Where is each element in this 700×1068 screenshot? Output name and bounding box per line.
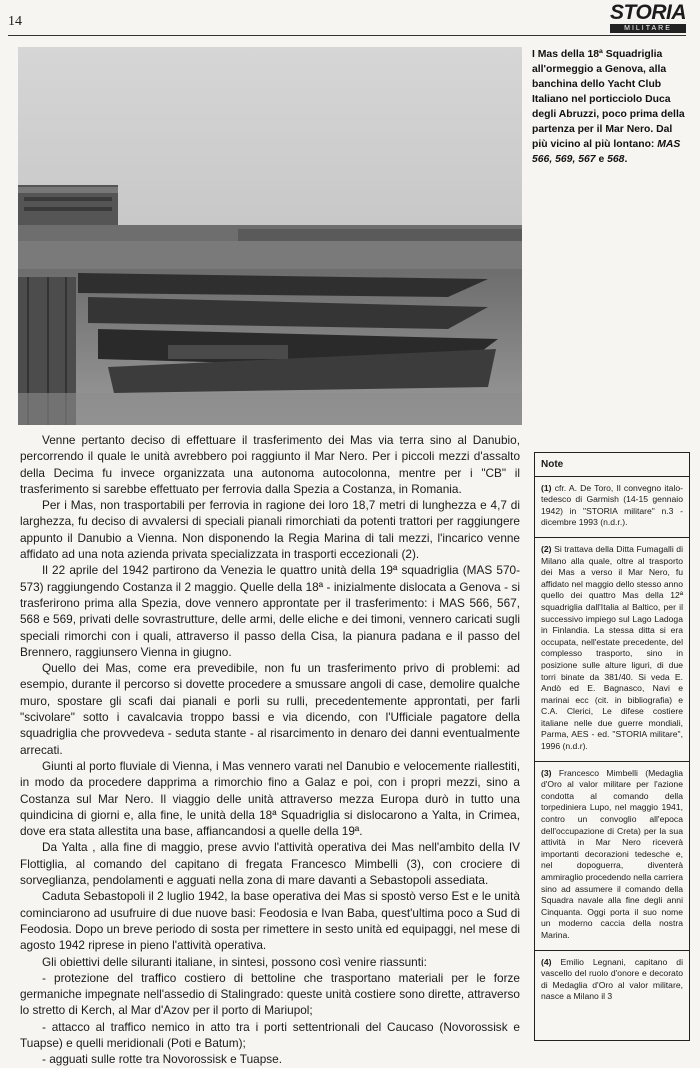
note-4-text: Emilio Legnani, capitano di vascello del ruolo d'onore e decorato di Medaglia d'Oro al valor militare, nasce a Milano il 3 bbox=[541, 956, 683, 1002]
photo-caption bbox=[532, 47, 690, 167]
list-item-2: - attacco al traffico nemico in atto tra i porti settentrionali del Caucaso (Novorossisk e Tuapse) e quelli meridionali (Poti e Batum); bbox=[20, 1019, 520, 1050]
notes-title: Note bbox=[535, 453, 689, 477]
page-header bbox=[0, 0, 700, 40]
paragraph-6: Da Yalta , alla fine di maggio, prese avvio l'attività operativa dei Mas nell'ambito della IV Flottiglia, al comando del capitano di fregata Francesco Mimbelli (3), con crociere di sorveglianza, pendolamenti e agguati nella zona di mare davanti a Sebastopoli assediata. bbox=[20, 840, 520, 888]
caption-italic: MAS 566, 569, 567 bbox=[532, 139, 681, 165]
note-1-number: (1) bbox=[541, 482, 552, 493]
note-1-text: cfr. A. De Toro, Il convegno italo-tedesco di Garmish (14-15 gennaio 1942) in "STORIA militare" n.3 - dicembre 1993 (n.d.r.). bbox=[541, 482, 683, 528]
note-3 bbox=[535, 762, 689, 951]
note-2-text: Si trattava della Ditta Fumagalli di Milano alla quale, oltre al trasporto dei Mas a verso il Mar Nero, fu affidato nel maggio dello stesso anno quello dei quattro Mas della 12ª squadriglia dall'Italia al Baltico, per il successivo impiego sul Lago Ladoga in Finlandia. La stessa ditta si era occupata, nell'estate precedente, del complesso trasporto, sino in posizione sulle alture liguri, di due torri binate da 381/40. Si veda E. Andò ed E. Bagnasco, Navi e marinai ecc (cit. in bibliografia) e C.A. Clerici, Le difese costiere italiane nelle due guerre mondiali, Parma, AES - ed. "STORIA militare", 1996 (n.d.r). bbox=[541, 543, 683, 752]
masthead-subtitle: MILITARE bbox=[610, 24, 686, 33]
note-2 bbox=[535, 538, 689, 762]
header-rule bbox=[8, 35, 686, 36]
note-4 bbox=[535, 951, 689, 1011]
paragraph-1: Venne pertanto deciso di effettuare il trasferimento dei Mas via terra sino al Danubio, percorrendo il quale le unità avrebbero poi raggiunto il Mar Nero. Per i piccoli mezzi d'assalto della Decima fu invece organizzata una autonoma autocolonna, mentre per i "CB" il trasferimento si sarebbe effettuato per ferrovia dalla Spezia a Costanza, in Romania. bbox=[20, 433, 520, 496]
page-number: 14 bbox=[8, 14, 22, 29]
note-2-number: (2) bbox=[541, 543, 552, 554]
note-3-text: Francesco Mimbelli (Medaglia d'Oro al valor militare per l'azione condotta al comando della torpediniera Lupo, nel maggio 1941, contro un convoglio all'epoca dell'occupazione di Creta) per la sua attività in Mar Nero riceverà importanti decorazioni tedesche e, nel dopoguerra, diventerà ammiraglio procedendo nella carriera sino ad assumere il comando della Squadra navale alla fine degli anni Cinquanta. Oggi porta il suo nome un moderno caccia della nostra Marina. bbox=[541, 767, 683, 940]
masthead-title: STORIA bbox=[610, 1, 686, 24]
harbor-photo bbox=[18, 47, 522, 425]
note-1 bbox=[535, 477, 689, 538]
note-4-number: (4) bbox=[541, 956, 552, 967]
paragraph-7: Caduta Sebastopoli il 2 luglio 1942, la base operativa dei Mas si spostò verso Est e le unità cominciarono ad usufruire di due nuove basi: Feodosia e Ivan Baba, quest'ultima poco a Sud di Feodosia. Dopo un breve periodo di sosta per rimettere in sesto unità ed equipaggi, nel mese di agosto 1942 riprese in pieno l'attività operativa. bbox=[20, 889, 520, 953]
caption-end: . bbox=[624, 154, 628, 165]
caption-italic-2: 568 bbox=[607, 154, 625, 165]
masthead-logo bbox=[610, 2, 686, 33]
list-item-1: - protezione del traffico costiero di bettoline che trasportano materiali per le forze germaniche impegnate nell'assedio di Stalingrado: queste unità costiere sono dirette, attraverso lo stretto di Kerch, al Mar d'Azov per il porto di Mariupol; bbox=[20, 970, 520, 1018]
paragraph-2: Per i Mas, non trasportabili per ferrovia in ragione dei loro 18,7 metri di lunghezza e 4,7 di larghezza, fu deciso di avvalersi di speciali pianali rimorchiati da potenti trattori per raggiungere appunto il Danubio a Vienna. Non disponendo la Regia Marina di tali mezzi, l'incarico venne affidato ad una nota azienda privata specializzata in trasporti eccezionali (2). bbox=[20, 498, 520, 562]
harbor-photo-icon bbox=[18, 47, 522, 425]
note-3-number: (3) bbox=[541, 767, 552, 778]
caption-text: I Mas della 18ª Squadriglia all'ormeggio a Genova, alla banchina dello Yacht Club Italiano nel porticciolo Duca degli Abruzzi, poco prima della partenza per il Mar Nero. Dal più vicino al più lontano: bbox=[532, 49, 685, 150]
paragraph-4: Quello dei Mas, come era prevedibile, non fu un trasferimento privo di problemi: ad esempio, durante il percorso si dovette procedere a smussare angoli di case, demolire qualche muro, spostare gli scafi dai pianali e porli su rulli, precedentemente approntati, per farli "scivolare" sotto i cavalcavia troppo bassi e via dicendo, con l'Ufficiale pagatore della squadriglia che provvedeva - seduta stante - al risarcimento in denaro dei danni eventualmente arrecati. bbox=[20, 661, 520, 757]
notes-box bbox=[534, 452, 690, 1041]
paragraph-3: Il 22 aprile del 1942 partirono da Venezia le quattro unità della 19ª squadriglia (MAS 570-573) raggiungendo Costanza il 2 maggio. Quelle della 18ª - inizialmente dislocata a Genova - si trasferirono prima alla Spezia, dove vennero approntate per il trasferimento: i MAS 566, 567, 568 e 569, privati delle sovrastrutture, delle armi, delle eliche e dei timoni, vennero caricati sugli speciali rimorchi con i quali, attraverso il passo della Cisa, la pianura padana e il passo del Brennero, raggiunsero Vienna in giugno. bbox=[20, 563, 520, 659]
paragraph-5: Giunti al porto fluviale di Vienna, i Mas vennero varati nel Danubio e velocemente riallestiti, in modo da procedere dapprima a rimorchio fino a Galaz e poi, con i propri mezzi, sino a Costanza sul Mar Nero. Il viaggio delle unità attraverso mezza Europa durò in tutto una quindicina di giorni e, alla fine, le unità della 18ª Squadriglia si dislocarono a Yalta, in Crimea, dove era stata allestita una base, affiancandosi a quelle della 19ª. bbox=[20, 758, 520, 839]
caption-join: e bbox=[595, 154, 608, 165]
article-body bbox=[20, 432, 520, 1068]
paragraph-8: Gli obiettivi delle siluranti italiane, in sintesi, possono così venire riassunti: bbox=[42, 954, 427, 969]
list-item-3: - agguati sulle rotte tra Novorossisk e Tuapse. bbox=[42, 1052, 282, 1067]
